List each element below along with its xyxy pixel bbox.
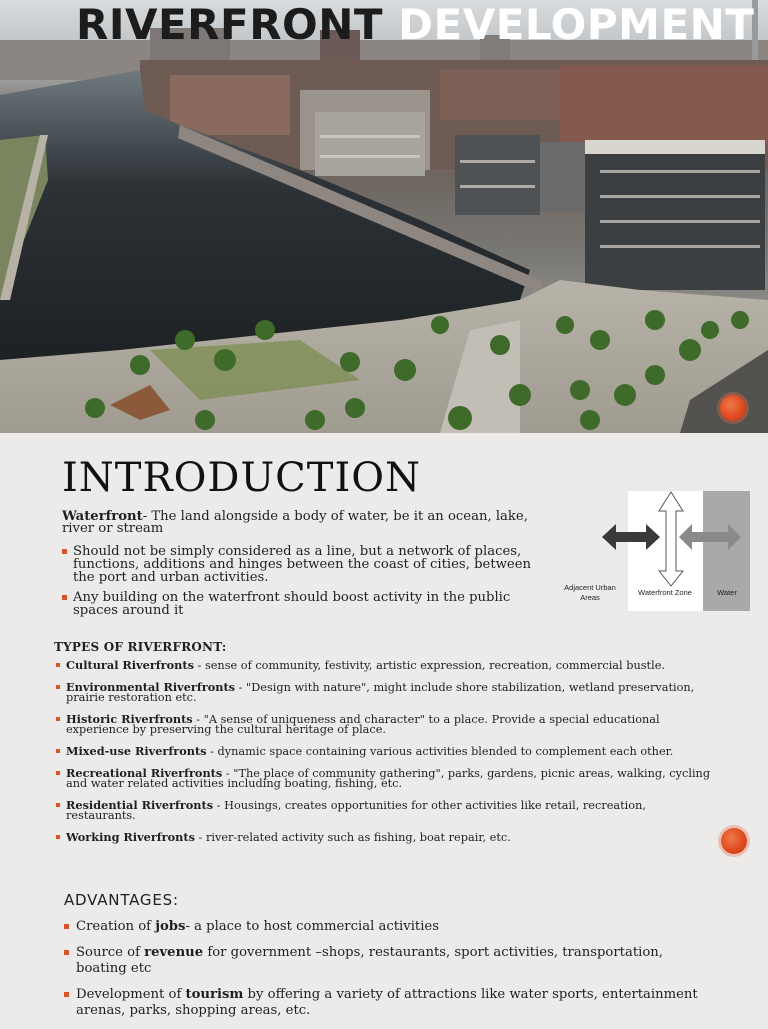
advantages-title: ADVANTAGES: (64, 891, 179, 909)
advantage-post: for government –shops, restaurants, sport activities, transportation, boating etc (76, 945, 663, 976)
advantage-pre: Creation of (76, 919, 156, 934)
type-desc: - "A sense of uniqueness and character" to a place. Provide a special educational experience by preserving the cultural heritage of place. (66, 713, 660, 736)
title-word-riverfront: RIVERFRONT (76, 0, 384, 49)
type-desc: - "Design with nature", might include shore stabilization, wetland preservation, prairie restoration etc. (66, 681, 695, 704)
type-item (56, 746, 716, 757)
diagram-label-waterfront-zone: Waterfront Zone (638, 588, 692, 597)
type-desc: - dynamic space containing various activities blended to complement each other. (206, 745, 674, 758)
advantage-keyword: revenue (144, 945, 204, 960)
advantage-item (64, 987, 704, 1019)
advantage-post: - a place to host commercial activities (185, 919, 440, 934)
advantages-list (64, 919, 704, 1029)
type-name: Recreational Riverfronts (66, 766, 223, 780)
intro-bullet: Should not be simply considered as a line, but a network of places, functions, additions and hinges between the coast of cities, between the port and urban activities. (62, 545, 552, 584)
advantage-pre: Source of (76, 945, 145, 960)
type-name: Mixed-use Riverfronts (66, 744, 207, 758)
type-name: Residential Riverfronts (66, 798, 214, 812)
type-name: Historic Riverfronts (66, 712, 193, 726)
type-desc: - Housings, creates opportunities for other activities like retail, recreation, restaurants. (66, 799, 646, 822)
riverfront-aerial-photo (0, 0, 768, 433)
type-item (56, 714, 716, 735)
advantage-item (64, 945, 704, 977)
type-name: Environmental Riverfronts (66, 680, 236, 694)
title-word-development: DEVELOPMENT (398, 0, 755, 49)
type-item (56, 800, 716, 821)
accent-dot-icon (720, 395, 746, 421)
types-title: TYPES OF RIVERFRONT: (54, 640, 227, 654)
type-desc: - sense of community, festivity, artistic expression, recreation, commercial bustle. (193, 659, 665, 672)
slide-title (76, 2, 754, 48)
type-item (56, 682, 716, 703)
text-slide (0, 433, 768, 1024)
type-item (56, 660, 716, 671)
intro-bullet: Any building on the waterfront should boost activity in the public spaces around it (62, 591, 552, 617)
definition-term: Waterfront (62, 509, 143, 524)
cover-photo (0, 0, 768, 433)
type-name: Working Riverfronts (66, 830, 195, 844)
advantage-keyword: jobs (155, 919, 186, 934)
advantage-keyword: tourism (185, 987, 244, 1002)
diagram-label-urban: Adjacent Urban Areas (564, 583, 616, 602)
accent-dot-icon (721, 828, 747, 854)
diagram-label-water: Water (717, 588, 737, 597)
type-desc: - river-related activity such as fishing, boat repair, etc. (194, 831, 511, 844)
type-desc: - "The place of community gathering", parks, gardens, picnic areas, walking, cycling and water related activities including boating, fishing, etc. (66, 767, 711, 790)
advantage-post: by offering a variety of attractions like water sports, entertainment arenas, parks, shopping areas, etc. (76, 987, 698, 1018)
type-name: Cultural Riverfronts (66, 658, 194, 672)
advantage-pre: Development of (76, 987, 186, 1002)
type-item (56, 768, 716, 789)
advantage-item (64, 919, 704, 935)
waterfront-definition (62, 511, 552, 535)
type-item (56, 832, 716, 843)
intro-bullet-list (62, 545, 552, 624)
definition-text: - The land alongside a body of water, be it an ocean, lake, river or stream (62, 509, 528, 536)
introduction-heading: INTRODUCTION (62, 455, 422, 501)
types-list (56, 660, 716, 854)
waterfront-zone-diagram (552, 489, 752, 619)
